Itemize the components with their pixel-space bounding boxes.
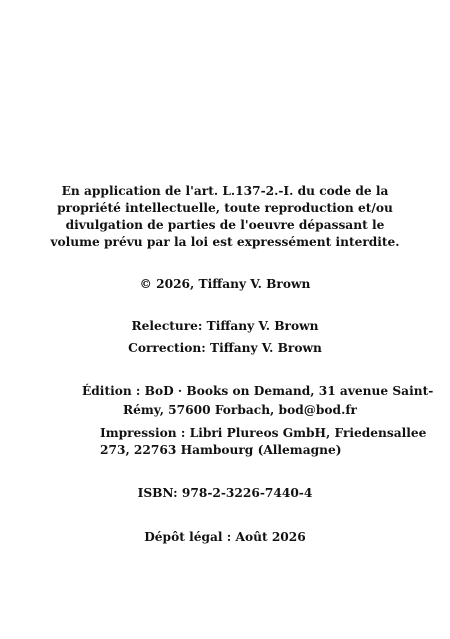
isbn-line: ISBN: 978-2-3226-7440-4	[137, 486, 313, 500]
edition-line-2: Rémy, 57600 Forbach, bod@bod.fr	[123, 403, 357, 417]
legal-notice-line-2: propriété intellectuelle, toute reproduction et/ou	[57, 201, 393, 215]
copyright-line: © 2026, Tiffany V. Brown	[139, 277, 311, 291]
legal-notice-line-4: volume prévu par la loi est expressément interdite.	[50, 235, 400, 249]
impression-line-2: 273, 22763 Hambourg (Allemagne)	[100, 443, 342, 457]
relecture-line: Relecture: Tiffany V. Brown	[131, 319, 319, 333]
impression-line-1: Impression : Libri Plureos GmbH, Friedensallee	[100, 426, 427, 440]
correction-line: Correction: Tiffany V. Brown	[128, 341, 322, 355]
legal-notice-line-1: En application de l'art. L.137-2.-I. du code de la	[61, 184, 389, 198]
legal-notice-line-3: divulgation de parties de l'oeuvre dépassant le	[65, 218, 385, 232]
depot-legal-line: Dépôt légal : Août 2026	[144, 530, 306, 544]
edition-line-1: Édition : BoD · Books on Demand, 31 avenue Saint-	[82, 384, 434, 398]
